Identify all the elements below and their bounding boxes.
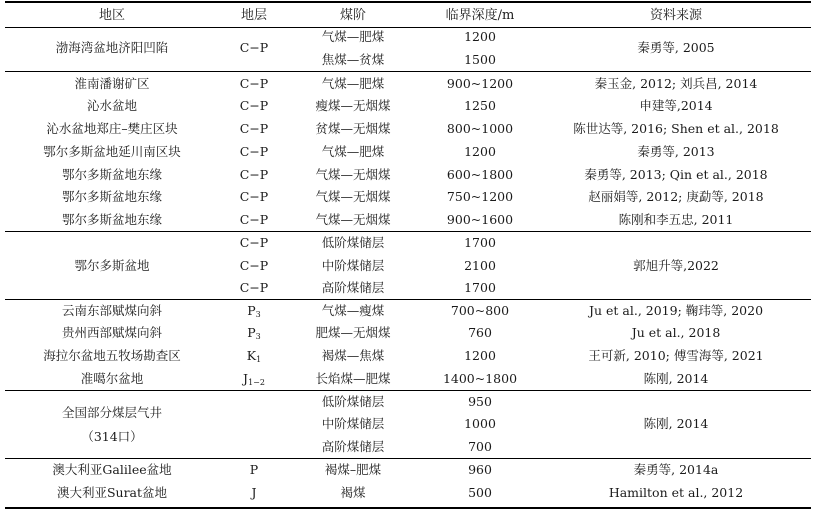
cell-rank: 中阶煤储层 [321,258,385,273]
stratum-letter: P [247,325,256,340]
cell-region: 贵州西部赋煤向斜 [61,325,163,340]
cell-depth: 1700 [464,235,496,250]
cell-rank: 气煤—无烟煤 [315,189,391,204]
group-rule [5,299,811,300]
cell-source: 陈刚, 2014 [643,371,709,386]
cell-rank: 长焰煤—肥煤 [315,371,391,386]
top-rule [5,1,811,3]
cell-source: 秦玉金, 2012; 刘兵昌, 2014 [594,76,758,91]
header-region: 地区 [98,8,126,23]
cell-source: 王可新, 2010; 傅雪海等, 2021 [588,348,764,363]
stratum-subscript: 3 [255,310,261,319]
cell-region: 淮南潘谢矿区 [74,76,150,91]
cell-region: 鄂尔多斯盆地 [74,258,150,273]
cell-source: 申建等,2014 [639,98,713,113]
cell-source: 秦勇等, 2005 [637,40,715,55]
group-rule [5,231,811,232]
cell-region: 鄂尔多斯盆地东缘 [61,167,163,182]
cell-rank: 气煤—肥煤 [321,76,385,91]
cell-rank: 瘦煤—无烟煤 [315,98,391,113]
cell-region: 鄂尔多斯盆地东缘 [61,212,163,227]
cell-region: 沁水盆地郑庄–樊庄区块 [46,121,178,136]
cell-source: 赵丽娟等, 2012; 庚勐等, 2018 [588,189,764,204]
stratum-subscript: 1−2 [248,378,265,387]
cell-stratum: C−P [239,258,269,273]
cell-source: 郭旭升等,2022 [633,258,719,273]
cell-stratum: C−P [239,189,269,204]
cell-rank: 气煤—瘦煤 [321,303,385,318]
cell-rank: 褐煤—焦煤 [321,348,385,363]
cell-depth: 960 [468,462,492,477]
cell-depth: 500 [468,485,492,500]
cell-rank: 肥煤—无烟煤 [315,325,391,340]
cell-region: 全国部分煤层气井 [61,405,163,420]
cell-rank: 褐煤–肥煤 [324,462,382,477]
cell-depth: 2100 [464,258,496,273]
cell-region: 鄂尔多斯盆地东缘 [61,189,163,204]
cell-stratum: C−P [239,212,269,227]
cell-stratum: P [249,462,259,477]
stratum-letter: J [243,371,249,386]
cell-depth: 1000 [464,416,496,431]
cell-depth: 700~800 [450,303,510,318]
cell-depth: 600~1800 [446,167,514,182]
cell-rank: 气煤—无烟煤 [315,212,391,227]
cell-region: 澳大利亚Galilee盆地 [52,462,172,477]
cell-rank: 气煤—无烟煤 [315,167,391,182]
cell-stratum: J [251,485,257,500]
stratum-letter: K [246,348,257,363]
cell-rank: 气煤—肥煤 [321,29,385,44]
cell-depth: 1400~1800 [442,371,518,386]
cell-stratum [247,349,261,363]
cell-source: Ju et al., 2018 [631,325,721,340]
cell-rank: 中阶煤储层 [321,416,385,431]
cell-stratum: C−P [239,121,269,136]
cell-region: 沁水盆地 [86,98,138,113]
cell-stratum: C−P [239,76,269,91]
cell-source: 陈刚, 2014 [643,416,709,431]
group-rule [5,71,811,72]
cell-depth: 750~1200 [446,189,514,204]
cell-stratum: C−P [239,280,269,295]
cell-depth: 1500 [464,52,496,67]
cell-region: 云南东部赋煤向斜 [61,303,163,318]
cell-region: 海拉尔盆地五牧场勘查区 [43,348,181,363]
cell-stratum: C−P [239,235,269,250]
header-rule [5,27,811,28]
cell-depth: 950 [468,394,492,409]
stratum-subscript: 1 [256,355,262,364]
cell-rank: 高阶煤储层 [321,439,385,454]
header-source: 资料来源 [649,8,703,23]
cell-rank: 焦煤—贫煤 [321,52,385,67]
cell-rank: 贫煤—无烟煤 [315,121,391,136]
cell-region-line2: （314口） [81,429,143,444]
stratum-letter: P [247,303,256,318]
cell-rank: 褐煤 [340,485,366,500]
cell-stratum: C−P [239,167,269,182]
cell-source: 陈刚和李五忠, 2011 [618,212,734,227]
group-rule [5,458,811,459]
cell-depth: 800~1000 [446,121,514,136]
cell-stratum [247,326,261,340]
cell-source: Ju et al., 2019; 鞠玮等, 2020 [588,303,764,318]
cell-depth: 1700 [464,280,496,295]
cell-depth: 700 [468,439,492,454]
cell-region: 澳大利亚Surat盆地 [56,485,168,500]
stratum-subscript: 3 [255,332,261,341]
bottom-rule [5,507,811,509]
group-rule [5,390,811,391]
cell-stratum: C−P [239,144,269,159]
cell-source: 秦勇等, 2013; Qin et al., 2018 [584,167,768,182]
header-depth: 临界深度/m [445,8,515,23]
cell-rank: 低阶煤储层 [321,235,385,250]
cell-depth: 900~1600 [446,212,514,227]
cell-region: 鄂尔多斯盆地延川南区块 [43,144,181,159]
cell-rank: 气煤—肥煤 [321,144,385,159]
cell-rank: 低阶煤储层 [321,394,385,409]
cell-stratum: C−P [239,98,269,113]
cell-source: 秦勇等, 2013 [637,144,715,159]
cell-depth: 1200 [464,29,496,44]
cell-depth: 760 [468,325,492,340]
cell-depth: 1200 [464,144,496,159]
cell-depth: 900~1200 [446,76,514,91]
header-rank: 煤阶 [339,8,367,23]
cell-region: 渤海湾盆地济阳凹陷 [55,40,169,55]
cell-rank: 高阶煤储层 [321,280,385,295]
cell-source: Hamilton et al., 2012 [608,485,744,500]
cell-stratum [247,304,261,318]
cell-region: 准噶尔盆地 [80,371,144,386]
cell-stratum [243,372,265,386]
cell-stratum: C−P [239,40,269,55]
cell-source: 陈世达等, 2016; Shen et al., 2018 [573,121,779,136]
header-stratum: 地层 [240,8,268,23]
cell-depth: 1250 [464,98,496,113]
cell-depth: 1200 [464,348,496,363]
cell-source: 秦勇等, 2014a [633,462,719,477]
